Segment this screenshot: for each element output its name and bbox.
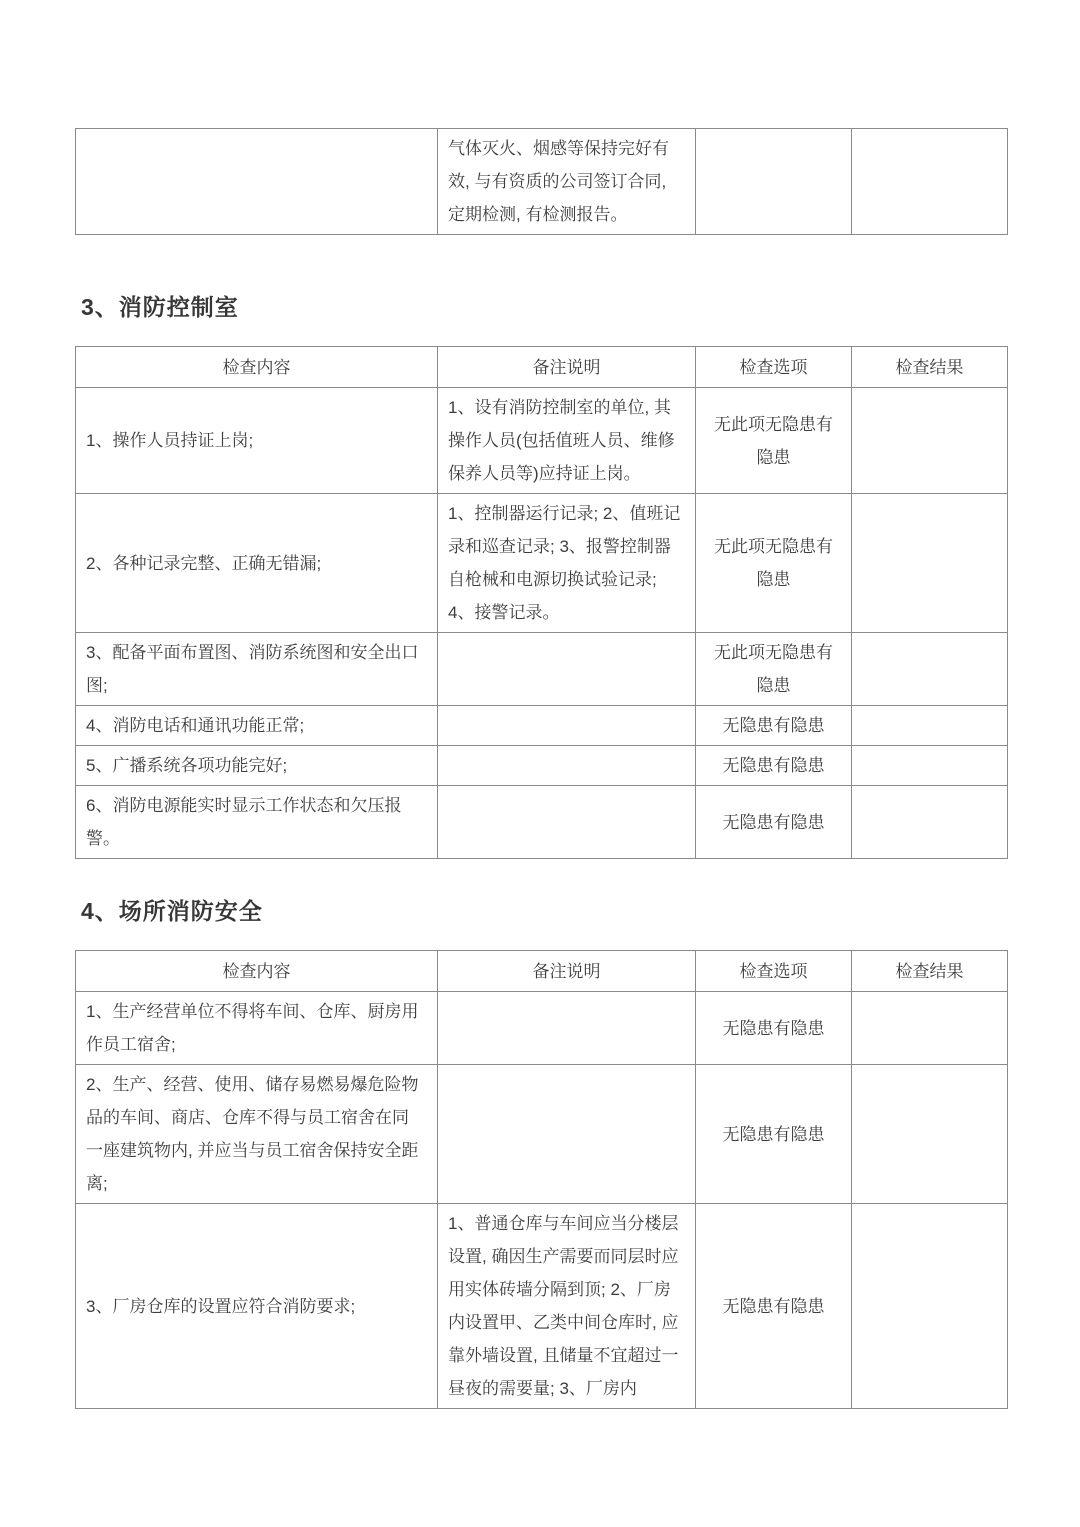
cell-options: 无隐患有隐患 bbox=[696, 786, 852, 859]
cell-content: 2、生产、经营、使用、储存易燃易爆危险物品的车间、商店、仓库不得与员工宿舍在同一座建筑物内, 并应当与员工宿舍保持安全距离; bbox=[76, 1065, 438, 1204]
cell-note bbox=[438, 1065, 696, 1204]
cell-options: 无此项无隐患有隐患 bbox=[696, 633, 852, 706]
cell-content: 6、消防电源能实时显示工作状态和欠压报警。 bbox=[76, 786, 438, 859]
header-note: 备注说明 bbox=[438, 951, 696, 992]
inspection-table-premises-fire-safety bbox=[75, 950, 1008, 1409]
cell-options: 无此项无隐患有隐患 bbox=[696, 494, 852, 633]
table-row bbox=[76, 388, 1008, 494]
cell-result bbox=[852, 786, 1008, 859]
table-row bbox=[76, 1204, 1008, 1409]
cell-result bbox=[852, 1204, 1008, 1409]
table-header-row bbox=[76, 951, 1008, 992]
cell-note bbox=[438, 706, 696, 746]
cell-result bbox=[852, 1065, 1008, 1204]
cell-options: 无隐患有隐患 bbox=[696, 1204, 852, 1409]
table-row bbox=[76, 633, 1008, 706]
cell-result bbox=[852, 746, 1008, 786]
cell-content: 3、厂房仓库的设置应符合消防要求; bbox=[76, 1204, 438, 1409]
cell-result bbox=[852, 129, 1008, 235]
cell-content bbox=[76, 129, 438, 235]
cell-note bbox=[438, 992, 696, 1065]
cell-note: 1、设有消防控制室的单位, 其操作人员(包括值班人员、维修保养人员等)应持证上岗。 bbox=[438, 388, 696, 494]
cell-content: 4、消防电话和通讯功能正常; bbox=[76, 706, 438, 746]
header-check-options: 检查选项 bbox=[696, 347, 852, 388]
header-check-result: 检查结果 bbox=[852, 347, 1008, 388]
header-check-result: 检查结果 bbox=[852, 951, 1008, 992]
header-check-content: 检查内容 bbox=[76, 951, 438, 992]
cell-result bbox=[852, 706, 1008, 746]
cell-note: 1、控制器运行记录; 2、值班记录和巡查记录; 3、报警控制器自枪械和电源切换试验记录; 4、接警记录。 bbox=[438, 494, 696, 633]
cell-note bbox=[438, 746, 696, 786]
cell-result bbox=[852, 494, 1008, 633]
table-row bbox=[76, 786, 1008, 859]
table-header-row bbox=[76, 347, 1008, 388]
table-row bbox=[76, 1065, 1008, 1204]
cell-options: 无此项无隐患有隐患 bbox=[696, 388, 852, 494]
section-heading-premises-fire-safety: 4、场所消防安全 bbox=[81, 898, 263, 924]
cell-result bbox=[852, 388, 1008, 494]
header-check-content: 检查内容 bbox=[76, 347, 438, 388]
cell-options: 无隐患有隐患 bbox=[696, 746, 852, 786]
section-heading-fire-control-room: 3、消防控制室 bbox=[81, 294, 239, 320]
cell-content: 1、生产经营单位不得将车间、仓库、厨房用作员工宿舍; bbox=[76, 992, 438, 1065]
table-row bbox=[76, 746, 1008, 786]
cell-options: 无隐患有隐患 bbox=[696, 992, 852, 1065]
cell-result bbox=[852, 992, 1008, 1065]
header-note: 备注说明 bbox=[438, 347, 696, 388]
inspection-table-fire-control-room bbox=[75, 346, 1008, 859]
table-row bbox=[76, 992, 1008, 1065]
cell-note bbox=[438, 786, 696, 859]
cell-content: 2、各种记录完整、正确无错漏; bbox=[76, 494, 438, 633]
cell-note: 1、普通仓库与车间应当分楼层设置, 确因生产需要而同层时应用实体砖墙分隔到顶; 2、厂房内设置甲、乙类中间仓库时, 应靠外墙设置, 且储量不宜超过一昼夜的需要量; 3、厂房内 bbox=[438, 1204, 696, 1409]
table-row bbox=[76, 706, 1008, 746]
cell-options: 无隐患有隐患 bbox=[696, 706, 852, 746]
cell-content: 1、操作人员持证上岗; bbox=[76, 388, 438, 494]
table-row bbox=[76, 494, 1008, 633]
cell-note: 气体灭火、烟感等保持完好有效, 与有资质的公司签订合同, 定期检测, 有检测报告。 bbox=[438, 129, 696, 235]
continuation-table bbox=[75, 128, 1008, 235]
cell-note bbox=[438, 633, 696, 706]
table-row bbox=[76, 129, 1008, 235]
cell-result bbox=[852, 633, 1008, 706]
cell-options: 无隐患有隐患 bbox=[696, 1065, 852, 1204]
cell-content: 3、配备平面布置图、消防系统图和安全出口图; bbox=[76, 633, 438, 706]
header-check-options: 检查选项 bbox=[696, 951, 852, 992]
cell-content: 5、广播系统各项功能完好; bbox=[76, 746, 438, 786]
cell-options bbox=[696, 129, 852, 235]
